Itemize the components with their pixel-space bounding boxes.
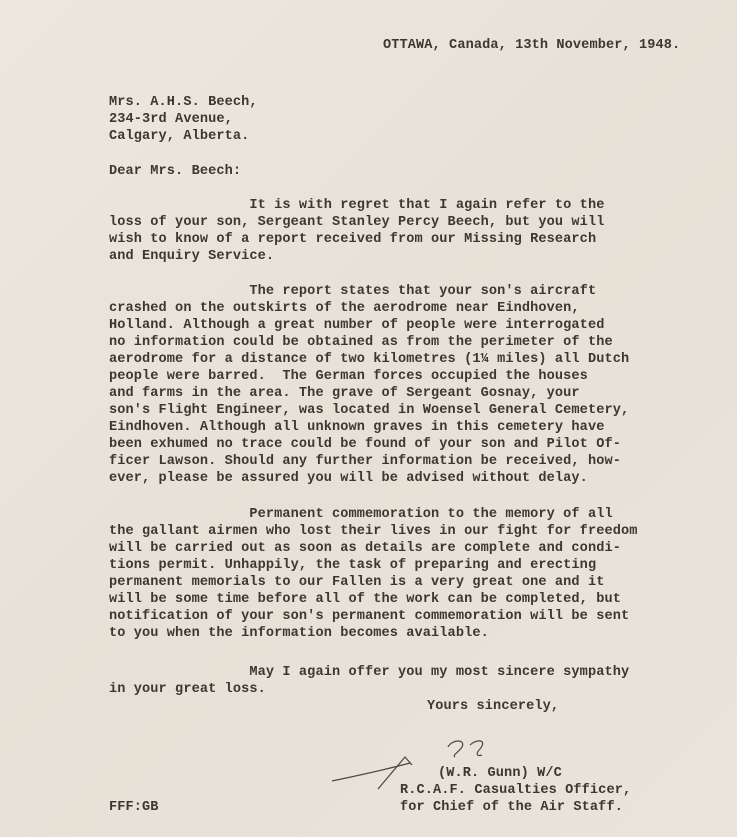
recipient-city: Calgary, Alberta.	[109, 129, 250, 144]
paragraph-3-line: tions permit. Unhappily, the task of preparing and erecting	[109, 558, 597, 573]
paragraph-2-line: ficer Lawson. Should any further information be received, how-	[109, 454, 621, 469]
paragraph-2-line: Holland. Although a great number of people were interrogated	[109, 318, 605, 333]
signature-name: (W.R. Gunn) W/C	[438, 766, 562, 781]
paragraph-4-line: in your great loss.	[109, 682, 266, 697]
dateline: OTTAWA, Canada, 13th November, 1948.	[383, 38, 681, 53]
paragraph-3-line: will be carried out as soon as details are complete and condi-	[109, 541, 621, 556]
signature-title: R.C.A.F. Casualties Officer,	[400, 783, 632, 798]
paragraph-2-line: crashed on the outskirts of the aerodrome near Eindhoven,	[109, 301, 580, 316]
paragraph-3-line: Permanent commemoration to the memory of all	[109, 507, 613, 522]
paragraph-3-line: notification of your son's permanent commemoration will be sent	[109, 609, 630, 624]
paragraph-3-line: permanent memorials to our Fallen is a very great one and it	[109, 575, 605, 590]
paragraph-4-line: May I again offer you my most sincere sympathy	[109, 665, 630, 680]
paragraph-3-line: will be some time before all of the work can be completed, but	[109, 592, 621, 607]
signature-for: for Chief of the Air Staff.	[400, 800, 623, 815]
paragraph-2-line: people were barred. The German forces occupied the houses	[109, 369, 588, 384]
paragraph-2-line: The report states that your son's aircraft	[109, 284, 597, 299]
paragraph-3-line: to you when the information becomes available.	[109, 626, 489, 641]
reference-initials: FFF:GB	[109, 800, 159, 815]
paragraph-2-line: son's Flight Engineer, was located in Woensel General Cemetery,	[109, 403, 630, 418]
closing: Yours sincerely,	[427, 699, 560, 714]
paragraph-2-line: and farms in the area. The grave of Sergeant Gosnay, your	[109, 386, 580, 401]
paragraph-2-line: Eindhoven. Although all unknown graves in this cemetery have	[109, 420, 605, 435]
paragraph-1-line: and Enquiry Service.	[109, 249, 275, 264]
paragraph-2-line: no information could be obtained as from the perimeter of the	[109, 335, 613, 350]
paragraph-2-line: been exhumed no trace could be found of your son and Pilot Of-	[109, 437, 621, 452]
recipient-street: 234-3rd Avenue,	[109, 112, 233, 127]
paragraph-1-line: wish to know of a report received from our Missing Research	[109, 232, 597, 247]
paragraph-3-line: the gallant airmen who lost their lives in our fight for freedom	[109, 524, 638, 539]
paragraph-2-line: ever, please be assured you will be advised without delay.	[109, 471, 588, 486]
salutation: Dear Mrs. Beech:	[109, 164, 242, 179]
paragraph-1-line: loss of your son, Sergeant Stanley Percy Beech, but you will	[109, 215, 605, 230]
recipient-name: Mrs. A.H.S. Beech,	[109, 95, 258, 110]
paragraph-2-line: aerodrome for a distance of two kilometres (1¼ miles) all Dutch	[109, 352, 630, 367]
paragraph-1-line: It is with regret that I again refer to the	[109, 198, 605, 213]
